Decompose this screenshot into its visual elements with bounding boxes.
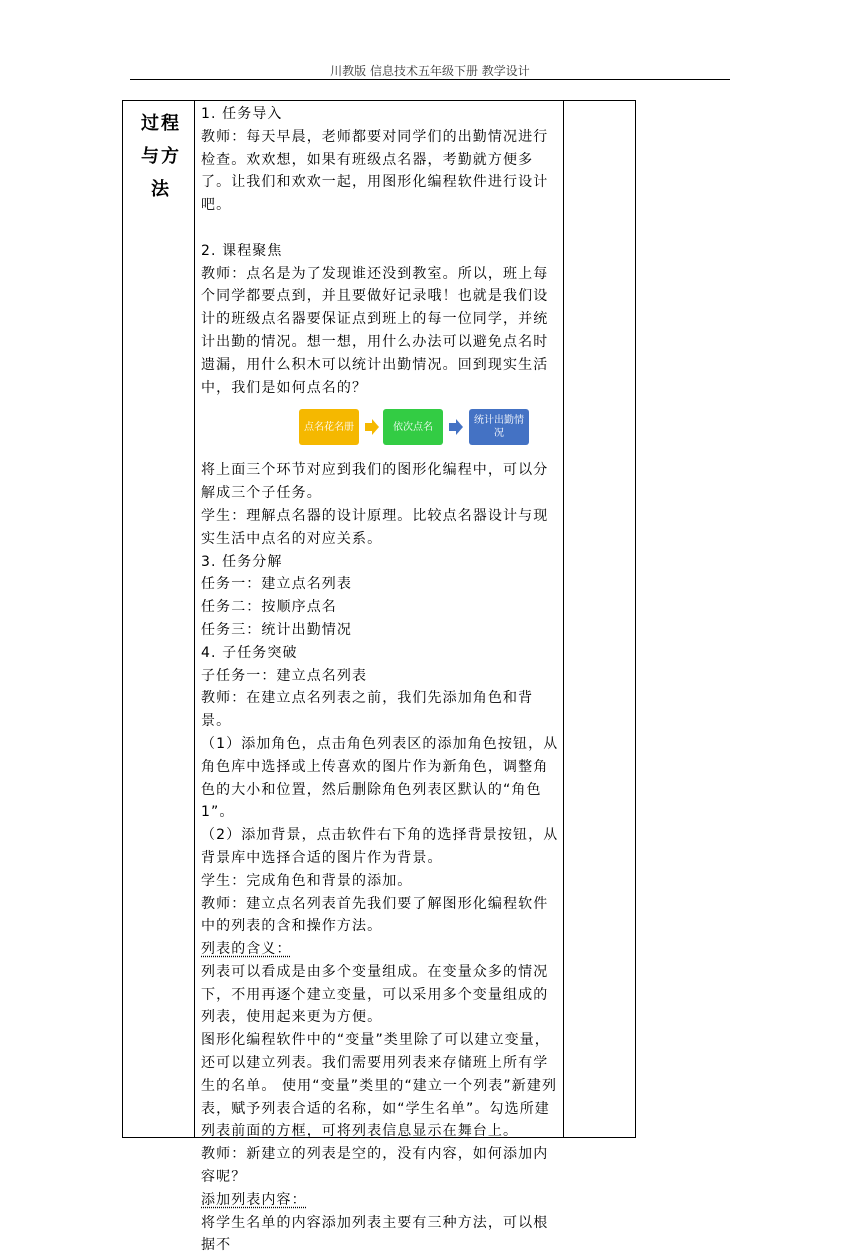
paragraph: （2）添加背景，点击软件右下角的选择背景按钮，从背景库中选择合适的图片作为背景。 (201, 827, 559, 866)
row-label: 过程与方法 (141, 113, 181, 200)
section-heading: 4. 子任务突破 (201, 644, 298, 661)
paragraph: 教师：点名是为了发现谁还没到教室。所以，班上每个同学都要点到，并且要做好记录哦！也就是我们设计的班级点名器要保证点到班上的每一位同学，并统计出勤的情况。想一想，用什么办法可以避免点名时遗漏，用什么积木可以统计出勤情况。回到现实生活中，我们是如何点名的？ (201, 265, 549, 396)
paragraph: 教师：在建立点名列表之前，我们先添加角色和背景。 (201, 690, 534, 730)
underlined-subheading: 列表的含义： (201, 941, 292, 958)
paragraph: 教师：新建立的列表是空的，没有内容，如何添加内容呢？ (201, 1146, 549, 1186)
underlined-subheading: 添加列表内容： (201, 1191, 307, 1208)
section-heading: 2. 课程聚焦 (201, 242, 283, 259)
list-item: 任务一：建立点名列表 (201, 576, 352, 593)
paragraph: 图形化编程软件中的“变量”类里除了可以建立变量，还可以建立列表。我们需要用列表来存储班上所有学生的名单。 使用“变量”类里的“建立一个列表”新建列表，赋予列表合适的名称，如“学生名单”。勾选所建列表前面的方框，可将列表信息显示在舞台上。 (201, 1032, 558, 1140)
list-item: 任务三：统计出勤情况 (201, 621, 352, 638)
blank-line (201, 217, 563, 240)
flow-box-attendance: 统计出勤情况 (469, 409, 529, 445)
subheading (201, 938, 563, 961)
paragraph: 教师：建立点名列表首先我们要了解图形化编程软件中的列表的含和操作方法。 (201, 895, 549, 935)
column-divider-1 (194, 101, 195, 1137)
arrow-right-icon (449, 419, 463, 435)
paragraph: 教师：每天早晨，老师都要对同学们的出勤情况进行检查。欢欢想，如果有班级点名器，考勤就方便多了。让我们和欢欢一起，用图形化编程软件进行设计吧。 (201, 128, 549, 214)
section-heading: 1. 任务导入 (201, 106, 283, 122)
list-item: 任务二：按顺序点名 (201, 599, 337, 616)
process-flow-diagram (201, 399, 563, 459)
paragraph: （1）添加角色，点击角色列表区的添加角色按钮，从角色库中选择或上传喜欢的图片作为新角色，调整角色的大小和位置，然后删除角色列表区默认的“角色 1”。 (201, 735, 559, 821)
subheading (201, 1189, 563, 1212)
section-heading: 3. 任务分解 (201, 553, 283, 570)
paragraph: 学生：理解点名器的设计原理。比较点名器设计与现实生活中点名的对应关系。 (201, 507, 549, 547)
paragraph: 子任务一：建立点名列表 (201, 667, 368, 684)
row-content (201, 103, 563, 1257)
paragraph: 将学生名单的内容添加列表主要有三种方法，可以根据不 (201, 1214, 549, 1254)
arrow-right-icon (365, 419, 379, 435)
lesson-table (122, 100, 636, 1254)
header-rule (130, 79, 730, 80)
paragraph: 列表可以看成是由多个变量组成。在变量众多的情况下，不用再逐个建立变量，可以采用多个变量组成的列表，使用起来更为方便。 (201, 963, 549, 1026)
paragraph: 学生：完成角色和背景的添加。 (201, 872, 413, 889)
page-header: 川教版 信息技术五年级下册 教学设计 (330, 64, 530, 78)
paragraph: 将上面三个环节对应到我们的图形化编程中，可以分解成三个子任务。 (201, 462, 549, 502)
flow-box-call-names: 依次点名 (383, 409, 443, 445)
column-divider-2 (563, 101, 564, 1137)
flow-box-roster: 点名花名册 (299, 409, 359, 445)
